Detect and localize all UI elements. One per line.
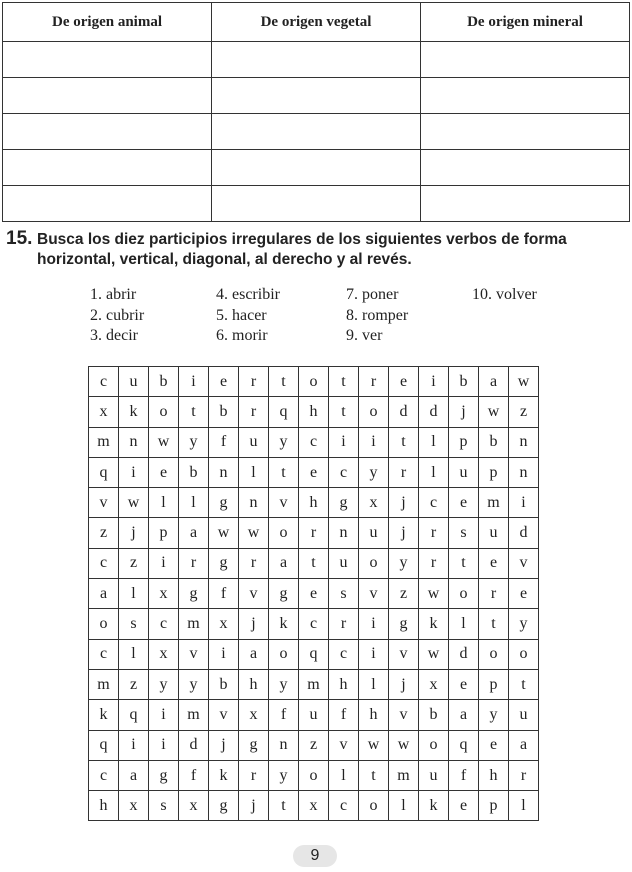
table-row: [3, 114, 630, 150]
letter-cell[interactable]: y: [179, 427, 209, 457]
letter-cell[interactable]: z: [299, 730, 329, 760]
verb-item: 3. decir: [90, 327, 138, 344]
letter-cell[interactable]: g: [239, 730, 269, 760]
letter-cell[interactable]: c: [89, 639, 119, 669]
classification-table: [2, 2, 630, 222]
letter-cell[interactable]: m: [299, 669, 329, 699]
grid-row: [89, 639, 539, 669]
answer-cell[interactable]: [421, 78, 630, 114]
letter-cell[interactable]: u: [329, 548, 359, 578]
letter-cell[interactable]: t: [269, 457, 299, 487]
letter-cell[interactable]: m: [89, 427, 119, 457]
letter-cell[interactable]: w: [509, 367, 539, 397]
letter-cell[interactable]: r: [359, 367, 389, 397]
letter-cell[interactable]: j: [119, 518, 149, 548]
grid-row: [89, 488, 539, 518]
letter-cell[interactable]: k: [419, 791, 449, 821]
letter-cell[interactable]: a: [479, 367, 509, 397]
letter-cell[interactable]: g: [389, 609, 419, 639]
letter-cell[interactable]: w: [389, 730, 419, 760]
letter-cell[interactable]: t: [299, 548, 329, 578]
letter-cell[interactable]: b: [479, 427, 509, 457]
letter-cell[interactable]: t: [329, 367, 359, 397]
letter-cell[interactable]: l: [419, 457, 449, 487]
letter-cell[interactable]: w: [479, 397, 509, 427]
letter-cell[interactable]: u: [119, 367, 149, 397]
letter-cell[interactable]: j: [449, 397, 479, 427]
letter-cell[interactable]: x: [119, 791, 149, 821]
answer-cell[interactable]: [421, 114, 630, 150]
letter-cell[interactable]: l: [329, 760, 359, 790]
letter-cell[interactable]: w: [419, 639, 449, 669]
table-row: [3, 186, 630, 222]
letter-cell[interactable]: l: [389, 791, 419, 821]
letter-cell[interactable]: f: [329, 700, 359, 730]
answer-cell[interactable]: [3, 78, 212, 114]
letter-cell[interactable]: d: [449, 639, 479, 669]
letter-cell[interactable]: c: [89, 760, 119, 790]
letter-cell[interactable]: j: [389, 669, 419, 699]
letter-cell[interactable]: z: [89, 518, 119, 548]
letter-cell[interactable]: o: [359, 548, 389, 578]
verb-item: 6. morir: [216, 327, 268, 344]
letter-cell[interactable]: i: [149, 730, 179, 760]
verb-item: 4. escribir: [216, 286, 280, 303]
letter-cell[interactable]: x: [89, 397, 119, 427]
letter-cell[interactable]: m: [89, 669, 119, 699]
letter-cell[interactable]: t: [389, 427, 419, 457]
exercise-question: Busca los diez participios irregulares de los siguientes verbos de forma horizontal, vertical, diagonal, al derecho y al revés.: [37, 231, 567, 268]
grid-row: [89, 760, 539, 790]
letter-cell[interactable]: w: [209, 518, 239, 548]
letter-cell[interactable]: v: [89, 488, 119, 518]
letter-cell[interactable]: v: [179, 639, 209, 669]
letter-cell[interactable]: i: [119, 730, 149, 760]
letter-cell[interactable]: t: [479, 609, 509, 639]
letter-cell[interactable]: g: [179, 579, 209, 609]
grid-row: [89, 397, 539, 427]
letter-cell[interactable]: t: [329, 397, 359, 427]
letter-cell[interactable]: y: [359, 457, 389, 487]
answer-cell[interactable]: [421, 186, 630, 222]
letter-cell[interactable]: v: [329, 730, 359, 760]
letter-cell[interactable]: o: [149, 397, 179, 427]
letter-cell[interactable]: f: [269, 700, 299, 730]
letter-cell[interactable]: a: [449, 700, 479, 730]
letter-cell[interactable]: i: [179, 367, 209, 397]
letter-cell[interactable]: j: [239, 609, 269, 639]
letter-cell[interactable]: g: [209, 548, 239, 578]
letter-cell[interactable]: r: [329, 609, 359, 639]
letter-cell[interactable]: l: [179, 488, 209, 518]
letter-cell[interactable]: m: [479, 488, 509, 518]
grid-row: [89, 427, 539, 457]
letter-cell[interactable]: c: [89, 548, 119, 578]
letter-cell[interactable]: c: [329, 457, 359, 487]
letter-cell[interactable]: k: [119, 397, 149, 427]
letter-cell[interactable]: q: [299, 639, 329, 669]
letter-cell[interactable]: v: [209, 700, 239, 730]
letter-cell[interactable]: b: [209, 669, 239, 699]
letter-cell[interactable]: v: [389, 639, 419, 669]
letter-cell[interactable]: k: [269, 609, 299, 639]
letter-cell[interactable]: i: [119, 457, 149, 487]
letter-cell[interactable]: i: [149, 700, 179, 730]
letter-cell[interactable]: c: [419, 488, 449, 518]
letter-cell[interactable]: x: [359, 488, 389, 518]
letter-cell[interactable]: e: [449, 669, 479, 699]
letter-cell[interactable]: z: [389, 579, 419, 609]
letter-cell[interactable]: s: [119, 609, 149, 639]
verb-item: 8. romper: [346, 306, 409, 324]
letter-cell[interactable]: b: [419, 700, 449, 730]
answer-cell[interactable]: [3, 150, 212, 186]
letter-cell[interactable]: y: [269, 760, 299, 790]
letter-cell[interactable]: r: [299, 518, 329, 548]
letter-cell[interactable]: n: [509, 427, 539, 457]
letter-cell[interactable]: o: [509, 639, 539, 669]
page-number: 9: [293, 845, 337, 867]
letter-cell[interactable]: z: [509, 397, 539, 427]
letter-cell[interactable]: m: [179, 609, 209, 639]
letter-cell[interactable]: o: [269, 518, 299, 548]
letter-cell[interactable]: w: [359, 730, 389, 760]
letter-cell[interactable]: x: [299, 791, 329, 821]
letter-cell[interactable]: n: [509, 457, 539, 487]
letter-cell[interactable]: a: [239, 639, 269, 669]
letter-cell[interactable]: h: [359, 700, 389, 730]
letter-cell[interactable]: x: [149, 639, 179, 669]
letter-cell[interactable]: r: [239, 548, 269, 578]
letter-cell[interactable]: r: [479, 579, 509, 609]
letter-cell[interactable]: i: [359, 427, 389, 457]
table-row: [3, 42, 630, 78]
letter-cell[interactable]: s: [329, 579, 359, 609]
letter-cell[interactable]: j: [209, 730, 239, 760]
letter-cell[interactable]: j: [239, 791, 269, 821]
answer-cell[interactable]: [212, 78, 421, 114]
letter-cell[interactable]: g: [149, 760, 179, 790]
letter-cell[interactable]: g: [269, 579, 299, 609]
letter-cell[interactable]: u: [359, 518, 389, 548]
letter-cell[interactable]: e: [389, 367, 419, 397]
table-row: [3, 78, 630, 114]
letter-cell[interactable]: o: [359, 791, 389, 821]
verb-item: 9. ver: [346, 327, 383, 344]
letter-cell[interactable]: u: [479, 518, 509, 548]
grid-row: [89, 518, 539, 548]
letter-cell[interactable]: h: [299, 397, 329, 427]
letter-cell[interactable]: u: [299, 700, 329, 730]
letter-cell[interactable]: v: [509, 548, 539, 578]
letter-cell[interactable]: c: [329, 791, 359, 821]
letter-cell[interactable]: l: [149, 488, 179, 518]
letter-cell[interactable]: l: [419, 427, 449, 457]
letter-cell[interactable]: w: [149, 427, 179, 457]
letter-cell[interactable]: a: [269, 548, 299, 578]
letter-cell[interactable]: n: [329, 518, 359, 548]
verb-item: [472, 306, 592, 327]
letter-cell[interactable]: q: [269, 397, 299, 427]
letter-cell[interactable]: d: [509, 518, 539, 548]
letter-cell[interactable]: k: [209, 760, 239, 790]
grid-row: [89, 730, 539, 760]
table-row: [3, 150, 630, 186]
letter-cell[interactable]: e: [299, 457, 329, 487]
letter-cell[interactable]: h: [299, 488, 329, 518]
letter-cell[interactable]: a: [89, 579, 119, 609]
letter-cell[interactable]: z: [119, 669, 149, 699]
letter-cell[interactable]: e: [449, 488, 479, 518]
letter-cell[interactable]: o: [359, 397, 389, 427]
letter-cell[interactable]: y: [389, 548, 419, 578]
letter-cell[interactable]: i: [329, 427, 359, 457]
letter-cell[interactable]: u: [509, 700, 539, 730]
letter-cell[interactable]: t: [269, 791, 299, 821]
letter-cell[interactable]: w: [119, 488, 149, 518]
letter-cell[interactable]: i: [209, 639, 239, 669]
letter-cell[interactable]: t: [359, 760, 389, 790]
letter-cell[interactable]: p: [479, 791, 509, 821]
grid-row: [89, 669, 539, 699]
letter-cell[interactable]: r: [239, 760, 269, 790]
letter-cell[interactable]: p: [479, 669, 509, 699]
letter-cell[interactable]: b: [149, 367, 179, 397]
grid-row: [89, 700, 539, 730]
letter-cell[interactable]: b: [449, 367, 479, 397]
column-header: De origen mineral: [421, 3, 630, 42]
letter-cell[interactable]: e: [209, 367, 239, 397]
word-search-grid: [88, 366, 539, 821]
letter-cell[interactable]: p: [149, 518, 179, 548]
letter-cell[interactable]: z: [119, 548, 149, 578]
letter-cell[interactable]: o: [89, 609, 119, 639]
letter-cell[interactable]: y: [149, 669, 179, 699]
letter-cell[interactable]: f: [209, 427, 239, 457]
letter-cell[interactable]: c: [149, 609, 179, 639]
letter-cell[interactable]: e: [449, 791, 479, 821]
letter-cell[interactable]: n: [239, 488, 269, 518]
letter-cell[interactable]: w: [239, 518, 269, 548]
letter-cell[interactable]: a: [119, 760, 149, 790]
letter-cell[interactable]: r: [509, 760, 539, 790]
letter-cell[interactable]: o: [479, 639, 509, 669]
letter-cell[interactable]: l: [509, 791, 539, 821]
letter-cell[interactable]: b: [179, 457, 209, 487]
grid-row: [89, 548, 539, 578]
letter-cell[interactable]: p: [449, 427, 479, 457]
letter-cell[interactable]: t: [509, 669, 539, 699]
letter-cell[interactable]: x: [149, 579, 179, 609]
letter-cell[interactable]: n: [119, 427, 149, 457]
letter-cell[interactable]: y: [269, 669, 299, 699]
answer-cell[interactable]: [212, 186, 421, 222]
letter-cell[interactable]: t: [269, 367, 299, 397]
letter-cell[interactable]: f: [449, 760, 479, 790]
letter-cell[interactable]: r: [419, 518, 449, 548]
letter-cell[interactable]: v: [389, 700, 419, 730]
letter-cell[interactable]: c: [299, 609, 329, 639]
answer-cell[interactable]: [3, 42, 212, 78]
verb-item: 1. abrir: [90, 286, 137, 303]
letter-cell[interactable]: o: [449, 579, 479, 609]
letter-cell[interactable]: q: [449, 730, 479, 760]
letter-cell[interactable]: s: [149, 791, 179, 821]
answer-cell[interactable]: [212, 114, 421, 150]
letter-cell[interactable]: x: [239, 700, 269, 730]
letter-cell[interactable]: j: [389, 518, 419, 548]
grid-row: [89, 457, 539, 487]
letter-cell[interactable]: l: [449, 609, 479, 639]
verb-item: 2. cubrir: [90, 306, 145, 324]
letter-cell[interactable]: d: [389, 397, 419, 427]
letter-cell[interactable]: l: [119, 639, 149, 669]
letter-cell[interactable]: c: [89, 367, 119, 397]
answer-cell[interactable]: [421, 42, 630, 78]
letter-cell[interactable]: d: [179, 730, 209, 760]
verb-list: [90, 285, 592, 347]
grid-row: [89, 791, 539, 821]
letter-cell[interactable]: m: [179, 700, 209, 730]
letter-cell[interactable]: g: [209, 791, 239, 821]
letter-cell[interactable]: s: [449, 518, 479, 548]
letter-cell[interactable]: u: [239, 427, 269, 457]
letter-cell[interactable]: e: [149, 457, 179, 487]
letter-cell[interactable]: j: [389, 488, 419, 518]
letter-cell[interactable]: h: [479, 760, 509, 790]
letter-cell[interactable]: i: [359, 609, 389, 639]
letter-cell[interactable]: q: [89, 457, 119, 487]
letter-cell[interactable]: b: [209, 397, 239, 427]
letter-cell[interactable]: p: [479, 457, 509, 487]
letter-cell[interactable]: y: [509, 609, 539, 639]
letter-cell[interactable]: e: [509, 579, 539, 609]
answer-cell[interactable]: [212, 42, 421, 78]
letter-cell[interactable]: q: [89, 730, 119, 760]
letter-cell[interactable]: g: [329, 488, 359, 518]
letter-cell[interactable]: x: [209, 609, 239, 639]
letter-cell[interactable]: e: [479, 548, 509, 578]
letter-cell[interactable]: e: [299, 579, 329, 609]
letter-cell[interactable]: l: [119, 579, 149, 609]
letter-cell[interactable]: o: [299, 367, 329, 397]
letter-cell[interactable]: l: [359, 669, 389, 699]
letter-cell[interactable]: n: [269, 730, 299, 760]
letter-cell[interactable]: o: [299, 760, 329, 790]
grid-row: [89, 609, 539, 639]
verb-item: 5. hacer: [216, 306, 267, 324]
letter-cell[interactable]: r: [389, 457, 419, 487]
answer-cell[interactable]: [3, 186, 212, 222]
letter-cell[interactable]: r: [179, 548, 209, 578]
letter-cell[interactable]: a: [179, 518, 209, 548]
letter-cell[interactable]: v: [239, 579, 269, 609]
letter-cell[interactable]: a: [509, 730, 539, 760]
letter-cell[interactable]: o: [419, 730, 449, 760]
answer-cell[interactable]: [421, 150, 630, 186]
letter-cell[interactable]: i: [419, 367, 449, 397]
letter-cell[interactable]: v: [269, 488, 299, 518]
letter-cell[interactable]: v: [359, 579, 389, 609]
letter-cell[interactable]: l: [239, 457, 269, 487]
letter-cell[interactable]: h: [89, 791, 119, 821]
letter-cell[interactable]: i: [509, 488, 539, 518]
letter-cell[interactable]: k: [419, 609, 449, 639]
exercise-number: 15.: [6, 228, 33, 249]
letter-cell[interactable]: h: [329, 669, 359, 699]
letter-cell[interactable]: t: [179, 397, 209, 427]
letter-cell[interactable]: o: [269, 639, 299, 669]
letter-cell[interactable]: f: [209, 579, 239, 609]
letter-cell[interactable]: w: [419, 579, 449, 609]
column-header: De origen animal: [3, 3, 212, 42]
letter-cell[interactable]: y: [269, 427, 299, 457]
column-header: De origen vegetal: [212, 3, 421, 42]
letter-cell[interactable]: h: [239, 669, 269, 699]
letter-cell[interactable]: r: [239, 367, 269, 397]
grid-row: [89, 367, 539, 397]
verb-item: [472, 326, 592, 347]
letter-cell[interactable]: g: [209, 488, 239, 518]
letter-cell[interactable]: i: [359, 639, 389, 669]
letter-cell[interactable]: c: [299, 427, 329, 457]
letter-cell[interactable]: r: [239, 397, 269, 427]
letter-cell[interactable]: t: [449, 548, 479, 578]
verb-item: 7. poner: [346, 286, 399, 303]
letter-cell[interactable]: n: [209, 457, 239, 487]
letter-cell[interactable]: d: [419, 397, 449, 427]
letter-cell[interactable]: y: [179, 669, 209, 699]
letter-cell[interactable]: x: [419, 669, 449, 699]
letter-cell[interactable]: u: [449, 457, 479, 487]
grid-row: [89, 579, 539, 609]
letter-cell[interactable]: r: [419, 548, 449, 578]
letter-cell[interactable]: y: [479, 700, 509, 730]
letter-cell[interactable]: x: [179, 791, 209, 821]
letter-cell[interactable]: e: [479, 730, 509, 760]
letter-cell[interactable]: i: [149, 548, 179, 578]
letter-cell[interactable]: q: [119, 700, 149, 730]
letter-cell[interactable]: f: [179, 760, 209, 790]
answer-cell[interactable]: [212, 150, 421, 186]
letter-cell[interactable]: m: [389, 760, 419, 790]
letter-cell[interactable]: c: [329, 639, 359, 669]
letter-cell[interactable]: u: [419, 760, 449, 790]
verb-item: 10. volver: [472, 286, 537, 303]
answer-cell[interactable]: [3, 114, 212, 150]
letter-cell[interactable]: k: [89, 700, 119, 730]
